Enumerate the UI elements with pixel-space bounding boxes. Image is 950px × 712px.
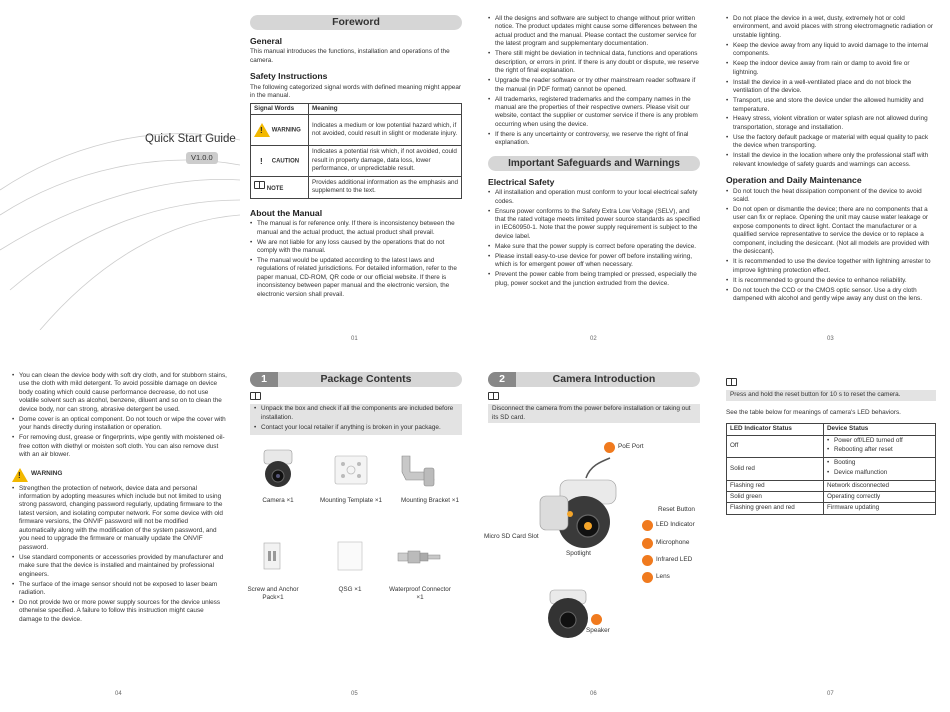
table-header: LED Indicator Status (727, 424, 824, 435)
label-reset-button: Reset Button (658, 506, 695, 513)
list-item: • There still might be deviation in technical data, functions and operations description, or errors in print. If there is any doubt or dispute, we reserve the right of final explanation. (488, 50, 700, 75)
about-title: About the Manual (250, 207, 323, 218)
package-item-label: Screw and Anchor Pack×1 (247, 586, 299, 602)
operation-list (726, 188, 936, 304)
cleaning-list (12, 372, 227, 460)
package-item-label: Mounting Template ×1 (319, 497, 383, 504)
foreword-heading: Foreword (250, 15, 462, 30)
table-row (727, 480, 936, 491)
list-item: • The manual would be updated according to the latest laws and regulations of related jurisdictions. For detailed information, refer to the paper manual, CD-ROM, QR code or our official website. If there is inconsistency between paper manual and the electronic version, the electronic version shall prevail. (250, 257, 462, 299)
connector-icon (396, 548, 442, 566)
page-03 (726, 15, 936, 305)
label-infrared-led: Infrared LED (642, 555, 692, 566)
label-poe-port: PoE Port (604, 442, 644, 453)
foreword-page (250, 15, 462, 301)
qsg-icon (336, 540, 364, 572)
camera-icon (258, 448, 298, 490)
page-number: 07 (827, 691, 834, 697)
operation-title: Operation and Daily Maintenance (726, 175, 862, 186)
list-item: • Contact your local retailer if anything is broken in your package. (254, 424, 458, 432)
list-item: • Keep the device away from any liquid to avoid damage to the internal components. (726, 42, 936, 59)
cover-version-badge: V1.0.0 (186, 152, 218, 164)
page-06 (488, 372, 700, 424)
list-item: • Install the device in the location where only the professional staff with relevant knowledge of safety guards and warnings can access. (726, 152, 936, 169)
list-item: • Do not touch the CCD or the CMOS optic sensor. Use a dry cloth dampened with alcohol and gently wipe away any dust on the lens. (726, 287, 936, 304)
list-item: • Transport, use and store the device under the allowed humidity and temperature. (726, 97, 936, 114)
general-title: General (250, 36, 283, 46)
led-status: Flashing green and red (727, 503, 824, 514)
signal-meaning: Indicates a medium or low potential hazard which, if not avoided, could result in slight or moderate injury. (309, 114, 462, 145)
section-number: 1 (250, 372, 278, 387)
led-icon (642, 520, 653, 531)
list-item: • All trademarks, registered trademarks and the company names in the manual are the properties of their respective owners. Please visit our website, contact the supplier or customer service if there is any problem occurring when using the device. (488, 96, 700, 130)
device-status: • Booting • Device malfunction (824, 458, 936, 481)
list-item: • Use the factory default package or material with equal quality to pack the device when transporting. (726, 134, 936, 151)
cover-swoosh-graphic (0, 0, 240, 330)
label-sd-slot: Micro SD Card Slot (484, 533, 539, 540)
signal-word-label: CAUTION (271, 158, 300, 165)
led-status-table (726, 423, 936, 514)
label-lens: Lens (642, 572, 670, 583)
list-item: • It is recommended to use the device together with lightning arrester to improve lightning protection effect. (726, 258, 936, 275)
note-icon (254, 181, 265, 189)
list-item: • Please install easy-to-use device for power off before installing wiring, which is for emergent power off when necessary. (488, 253, 700, 270)
signal-word-label: WARNING (271, 127, 301, 134)
list-item: • Install the device in a well-ventilated place and do not block the ventilation of the device. (726, 79, 936, 96)
warning-list (12, 485, 227, 625)
list-item: • All the designs and software are subject to change without prior written notice. The product updates might cause some differences between the actual product and the manual. Please contact the customer service for the latest program and supplementary documentation. (488, 15, 700, 49)
table-row (727, 503, 936, 514)
led-status: Flashing red (727, 480, 824, 491)
led-status: Off (727, 435, 824, 458)
bracket-icon (398, 452, 438, 488)
camera-note: Disconnect the camera from the power before installation or taking out its SD card. (488, 404, 700, 423)
section-number: 2 (488, 372, 516, 387)
electrical-title: Electrical Safety (488, 176, 555, 187)
device-status: Operating correctly (824, 492, 936, 503)
label-led-indicator: LED Indicator (642, 520, 695, 531)
table-row (727, 435, 936, 458)
list-item: • Make sure that the power supply is correct before operating the device. (488, 243, 700, 251)
list-item: • Do not touch the heat dissipation component of the device to avoid scald. (726, 188, 936, 205)
page-number: 01 (351, 336, 358, 342)
list-item: • Unpack the box and check if all the components are included before installation. (254, 405, 458, 422)
list-item: • Strengthen the protection of network, device data and personal information by adopting measures which include but not limited to using strong password, changing password regularly, updating firmware to the latest version, and isolating computer network. For some device with old firmware versions, the ONVIF password will not be modified automatically along with the modification of the system password, and you need to upgrade the firmware or manually update the ONVIF password. (12, 485, 227, 553)
reset-note: Press and hold the reset button for 10 s to reset the camera. (726, 390, 936, 400)
package-item-label: QSG ×1 (338, 586, 362, 593)
list-item: • For removing dust, grease or fingerprints, wipe gently with moistened oil-free cotton with diethyl or moisten soft cloth. You can also remove dust with an air blower. (12, 434, 227, 459)
about-list (250, 220, 462, 299)
placement-list (726, 15, 936, 169)
table-header-row (727, 424, 936, 435)
package-item-label: Camera ×1 (262, 497, 294, 504)
list-item: • Prevent the power cable from being trampled or pressed, especially the plug, power socket and the junction extruded from the device. (488, 271, 700, 288)
table-row (251, 114, 462, 145)
microphone-icon (642, 538, 653, 549)
page-04 (12, 372, 227, 626)
device-status: Network disconnected (824, 480, 936, 491)
page-number: 03 (827, 336, 834, 342)
list-item: • The surface of the image sensor should not be exposed to laser beam radiation. (12, 581, 227, 598)
led-status: Solid green (727, 492, 824, 503)
electrical-list (488, 189, 700, 288)
list-item: • You can clean the device body with soft dry cloth, and for stubborn stains, use the cloth with mild detergent. To avoid possible damage on device body coating which could cause performance decrease, do not use volatile solvent such as alcohol, benzene, diluent and so on to clean the device body, nor can strong, abrasive detergent be used. (12, 372, 227, 414)
infrared-icon (642, 555, 653, 566)
list-item: • Use standard components or accessories provided by manufacturer and make sure that the device is installed and maintained by professional engineers. (12, 554, 227, 579)
template-icon (333, 454, 369, 486)
list-item: • Heavy stress, violent vibration or water splash are not allowed during transportation, storage and installation. (726, 115, 936, 132)
signal-meaning: Indicates a potential risk which, if not avoided, could result in property damage, data loss, lower performance, or unpredictable result. (309, 145, 462, 176)
poe-icon (604, 442, 615, 453)
package-item-label: Mounting Bracket ×1 (401, 497, 459, 504)
speaker-icon (591, 614, 602, 625)
note-icon (250, 392, 261, 400)
caution-icon: ! (254, 154, 270, 168)
page-number: 02 (590, 336, 597, 342)
page-number: 05 (351, 691, 358, 697)
table-header-row (251, 103, 462, 114)
package-notes (250, 404, 462, 434)
list-item: • Do not provide two or more power supply sources for the device unless otherwise specified. A failure to follow this instruction might cause damage to the device. (12, 599, 227, 624)
package-item-label: Waterproof Connector ×1 (389, 586, 451, 602)
signal-meaning: Provides additional information as the emphasis and supplement to the text. (309, 176, 462, 198)
led-intro: See the table below for meanings of camera's LED behaviors. (726, 408, 901, 416)
table-header: Meaning (309, 103, 462, 114)
table-row (727, 492, 936, 503)
page-02 (488, 15, 700, 290)
list-item: • Dome cover is an optical component. Do not touch or wipe the cover with your hands directly during installation or operation. (12, 416, 227, 433)
list-item: • Ensure power conforms to the Safety Extra Low Voltage (SELV), and that the rated voltage meets limited power source standards as specified in IEC60950-1. Note that the power supply requirement is subject to the device label. (488, 208, 700, 242)
list-item: • It is recommended to ground the device to enhance reliability. (726, 277, 936, 285)
list-item: • If there is any uncertainty or controversy, we reserve the right of final explanation. (488, 131, 700, 148)
camera-introduction-heading (488, 372, 700, 387)
general-text: This manual introduces the functions, installation and operations of the camera. (250, 48, 450, 64)
signal-word-label: NOTE (266, 185, 284, 192)
device-status: • Power off/LED turned off • Rebooting after reset (824, 435, 936, 458)
notice-list (488, 15, 700, 148)
section-title: Camera Introduction (552, 372, 656, 385)
label-microphone: Microphone (642, 538, 689, 549)
label-speaker: Speaker (586, 614, 610, 635)
table-row (727, 458, 936, 481)
signal-words-table (250, 103, 462, 199)
table-header: Signal Words (251, 103, 309, 114)
list-item: • All installation and operation must conform to your local electrical safety codes. (488, 189, 700, 206)
page-number: 04 (115, 691, 122, 697)
list-item: • We are not liable for any loss caused by the operations that do not comply with the manual. (250, 239, 462, 256)
warning-label (12, 468, 227, 482)
signal-word-warning (251, 114, 309, 145)
safety-title: Safety Instructions (250, 71, 328, 82)
list-item: • The manual is for reference only. If there is inconsistency between the manual and the actual product, the actual product shall prevail. (250, 220, 462, 237)
list-item: • Do not open or dismantle the device; there are no components that a user can fix or replace. Opening the unit may cause water leakage or expose components to direct light. Contact the manufacturer or a qualified service representative to service the device or to replace a component, including the desiccant. (Not all models are provided with the desiccant). (726, 206, 936, 257)
list-item: • Keep the indoor device away from rain or damp to avoid fire or lightning. (726, 60, 936, 77)
led-status: Solid red (727, 458, 824, 481)
warning-icon: ! (12, 468, 28, 482)
signal-word-caution (251, 145, 309, 176)
page-05 (250, 372, 462, 436)
safeguards-heading: Important Safeguards and Warnings (488, 156, 700, 171)
note-icon (488, 392, 499, 400)
signal-word-note (251, 176, 309, 198)
warning-icon: ! (254, 123, 270, 137)
list-item: • Do not place the device in a wet, dusty, extremely hot or cold environment, and avoid places with strong electromagnetic radiation or unstable lighting. (726, 15, 936, 40)
warning-text: WARNING (31, 470, 63, 478)
cover-title: Quick Start Guide (145, 133, 236, 145)
page-07 (726, 378, 936, 515)
safety-text: The following categorized signal words with defined meaning might appear in the manual. (250, 83, 462, 100)
lens-icon (642, 572, 653, 583)
package-contents-heading (250, 372, 462, 387)
screw-pack-icon (262, 541, 282, 571)
label-spotlight: Spotlight (566, 550, 591, 557)
section-title: Package Contents (320, 372, 412, 385)
list-item: • Upgrade the reader software or try other mainstream reader software if the manual (in PDF format) cannot be opened. (488, 77, 700, 94)
table-row (251, 145, 462, 176)
page-number: 06 (590, 691, 597, 697)
note-icon (726, 378, 737, 386)
device-status: Firmware updating (824, 503, 936, 514)
table-header: Device Status (824, 424, 936, 435)
table-row (251, 176, 462, 198)
